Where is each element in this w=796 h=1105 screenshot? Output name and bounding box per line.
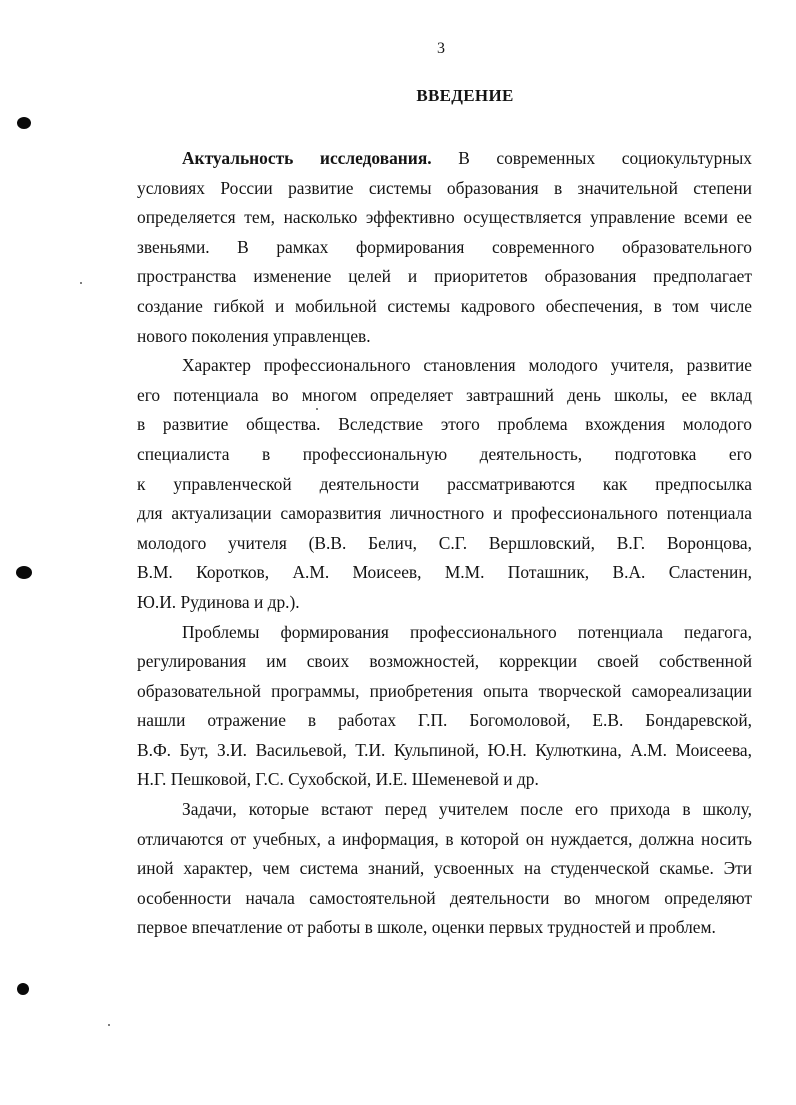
section-heading: ВВЕДЕНИЕ [416, 86, 514, 105]
text-line: В.М. Коротков, А.М. Моисеев, М.М. Поташник, В.А. Сластенин, [137, 562, 752, 583]
text-line: образовательной программы, приобретения опыта творческой самореализации [137, 680, 752, 701]
text-line: Ю.И. Рудинова и др.). [137, 591, 300, 612]
text-line: Характер профессионального становления молодого учителя, развитие [182, 355, 752, 376]
text-line: создание гибкой и мобильной системы кадрового обеспечения, в том числе [137, 295, 752, 316]
text-line: нового поколения управленцев. [137, 325, 371, 346]
page-number: 3 [437, 40, 445, 57]
text-line: пространства изменение целей и приоритетов образования предполагает [137, 266, 752, 287]
text-line: регулирования им своих возможностей, коррекции своей собственной [137, 651, 752, 672]
paragraph [137, 144, 752, 351]
binding-hole-mark [17, 983, 29, 995]
text-line: специалиста в профессиональную деятельность, подготовка его [137, 443, 752, 464]
text-line: молодого учителя (В.В. Белич, С.Г. Вершловский, В.Г. Воронцова, [137, 532, 752, 553]
text-line: к управленческой деятельности рассматриваются как предпосылка [137, 473, 752, 494]
paragraph [137, 795, 752, 943]
text-line: в развитие общества. Вследствие этого проблема вхождения молодого [137, 414, 752, 435]
text-line: Задачи, которые встают перед учителем после его прихода в школу, [182, 799, 752, 820]
text-line: отличаются от учебных, а информация, в которой он нуждается, должна носить [137, 828, 752, 849]
binding-hole-mark [16, 566, 32, 579]
body-text [137, 144, 752, 943]
text-line: для актуализации саморазвития личностного и профессионального потенциала [137, 503, 752, 524]
text-line: особенности начала самостоятельной деятельности во многом определяют [137, 887, 752, 908]
text-line: условиях России развитие системы образования в значительной степени [137, 177, 752, 198]
text-line: первое впечатление от работы в школе, оценки первых трудностей и проблем. [137, 917, 716, 938]
text-line [137, 144, 752, 174]
scan-speck [108, 1024, 110, 1026]
text-line: звеньями. В рамках формирования современного образовательного [137, 236, 752, 257]
binding-hole-mark [17, 117, 31, 129]
text-line: Проблемы формирования профессионального потенциала педагога, [182, 621, 752, 642]
text-line: иной характер, чем система знаний, усвоенных на студенческой скамье. Эти [137, 858, 752, 879]
text-line: нашли отражение в работах Г.П. Богомоловой, Е.В. Бондаревской, [137, 710, 752, 731]
text-line: его потенциала во многом определяет завтрашний день школы, ее вклад [137, 384, 752, 405]
lead-rest: В современных социокультурных [431, 148, 753, 168]
text-line: определяется тем, насколько эффективно осуществляется управление всеми ее [137, 207, 752, 228]
paragraph [137, 351, 752, 617]
text-line: В.Ф. Бут, З.И. Васильевой, Т.И. Кульпиной, Ю.Н. Кулюткина, А.М. Моисеева, [137, 739, 752, 760]
text-line: Н.Г. Пешковой, Г.С. Сухобской, И.Е. Шеменевой и др. [137, 769, 539, 790]
scan-speck [80, 282, 82, 284]
lead-phrase: Актуальность исследования. [182, 148, 432, 168]
paragraph [137, 618, 752, 796]
